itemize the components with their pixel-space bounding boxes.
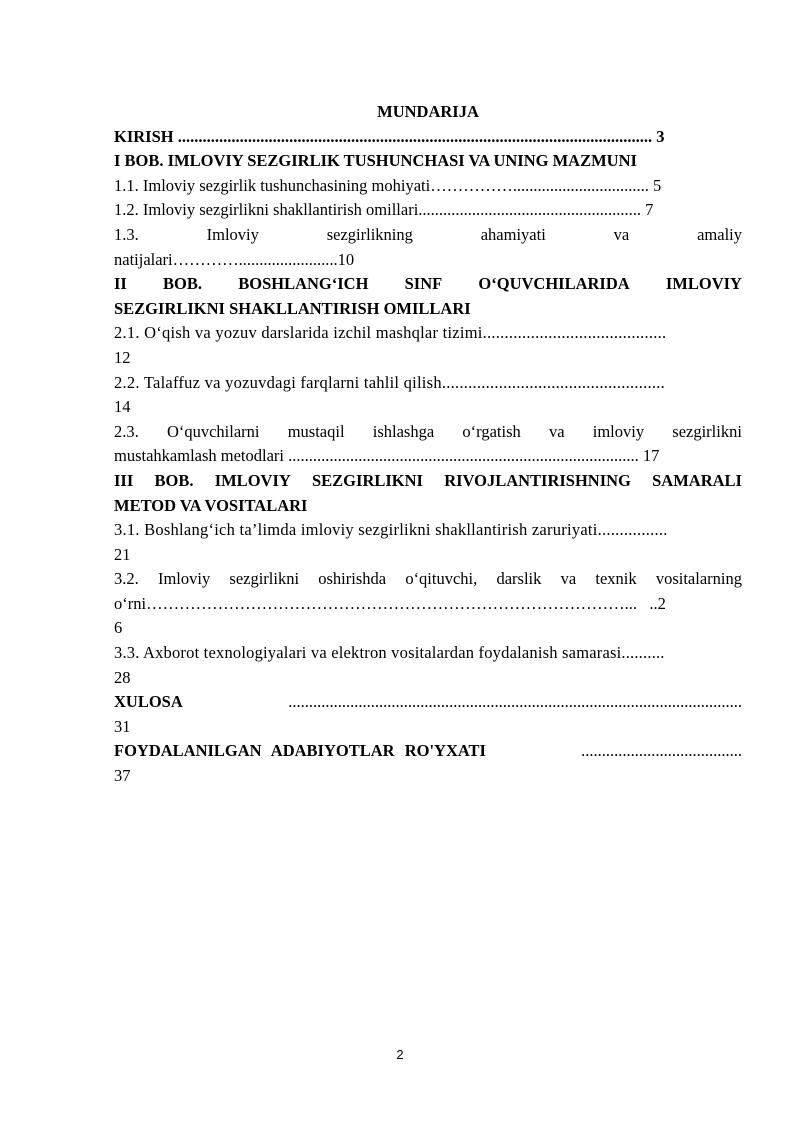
toc-word: O‘QUVCHILARIDA bbox=[478, 274, 630, 294]
toc-word: BOB. bbox=[163, 274, 203, 294]
toc-word: va bbox=[613, 224, 630, 244]
toc-entry-3-1-line1: 3.1. Boshlang‘ich ta’limda imloviy sezgirlikni shakllantirish zaruriyati................ bbox=[114, 520, 668, 540]
toc-word: SEZGIRLIKNI bbox=[312, 470, 423, 490]
toc-word: o‘rgatish bbox=[462, 421, 521, 441]
toc-word: sezgirlikni bbox=[672, 421, 742, 441]
toc-entry-references-line1 bbox=[114, 739, 742, 764]
toc-word: sezgirlikni bbox=[229, 569, 300, 589]
toc-word: III bbox=[114, 470, 134, 490]
toc-word: ishlashga bbox=[372, 421, 435, 441]
toc-word: mustaqil bbox=[287, 421, 345, 441]
toc-entry-3-1-line2: 21 bbox=[114, 544, 131, 564]
page-number: 2 bbox=[396, 1047, 404, 1062]
table-of-contents bbox=[114, 100, 742, 789]
toc-entry-3-2-line3: 6 bbox=[114, 618, 123, 638]
toc-entry-chapter-3-line2: METOD VA VOSITALARI bbox=[114, 495, 308, 515]
toc-word: va bbox=[548, 421, 565, 441]
toc-entry-3-2-line1 bbox=[114, 567, 742, 592]
toc-entry-xulosa-line2: 31 bbox=[114, 716, 131, 736]
toc-leader-dots: .............................................................................................................. bbox=[288, 692, 742, 712]
toc-word: imloviy bbox=[592, 421, 645, 441]
toc-heading-text: FOYDALANILGAN ADABIYOTLAR RO'YXATI bbox=[114, 741, 486, 761]
toc-entry-1-2: 1.2. Imloviy sezgirlikni shakllantirish omillari...................................................... 7 bbox=[114, 200, 654, 220]
toc-word: II bbox=[114, 274, 127, 294]
toc-entry-3-3-line2: 28 bbox=[114, 667, 131, 687]
toc-word: O‘quvchilarni bbox=[166, 421, 260, 441]
toc-entry-3-3-line1: 3.3. Axborot texnologiyalari va elektron vositalardan foydalanish samarasi.......... bbox=[114, 643, 665, 663]
toc-word: o‘qituvchi, bbox=[405, 569, 478, 589]
toc-entry-1-1: 1.1. Imloviy sezgirlik tushunchasining mohiyati……………................................. 5 bbox=[114, 175, 662, 195]
toc-entry-1-3-line2: natijalari…………........................10 bbox=[114, 249, 355, 269]
toc-word: SAMARALI bbox=[652, 470, 742, 490]
toc-word: amaliy bbox=[697, 224, 742, 244]
toc-word: darslik bbox=[496, 569, 542, 589]
toc-word: BOB. bbox=[154, 470, 194, 490]
toc-entry-2-1-line1: 2.1. O‘qish va yozuv darslarida izchil mashqlar tizimi.......................................... bbox=[114, 323, 667, 343]
toc-word: 3.2. bbox=[114, 569, 139, 589]
toc-title: MUNDARIJA bbox=[377, 102, 479, 121]
toc-leader-dots: ....................................... bbox=[581, 741, 742, 761]
toc-entry-3-2-line2: o‘rni……………………………………………………………………………... ..2 bbox=[114, 593, 666, 613]
toc-entry-kirish: KIRISH ................................................................................................................... 3 bbox=[114, 126, 665, 146]
toc-word: Imloviy bbox=[206, 224, 259, 244]
toc-entry-2-3-line2: mustahkamlash metodlari ..................................................................................... 17 bbox=[114, 446, 660, 466]
toc-word: sezgirlikning bbox=[326, 224, 413, 244]
toc-word: 1.3. bbox=[114, 224, 139, 244]
toc-word: IMLOVIY bbox=[214, 470, 291, 490]
toc-entry-chapter-2-line1 bbox=[114, 272, 742, 297]
toc-entry-2-2-line1: 2.2. Talaffuz va yozuvdagi farqlarni tahlil qilish................................................... bbox=[114, 372, 665, 392]
toc-entry-2-1-line2: 12 bbox=[114, 347, 131, 367]
toc-entry-chapter-3-line1 bbox=[114, 469, 742, 494]
toc-word: oshirishda bbox=[318, 569, 387, 589]
toc-word: texnik bbox=[595, 569, 637, 589]
toc-entry-chapter-2-line2: SEZGIRLIKNI SHAKLLANTIRISH OMILLARI bbox=[114, 298, 471, 318]
toc-entry-references-line2: 37 bbox=[114, 766, 131, 786]
toc-word: 2.3. bbox=[114, 421, 139, 441]
toc-word: va bbox=[560, 569, 577, 589]
toc-entry-2-3-line1 bbox=[114, 420, 742, 445]
toc-heading-text: XULOSA bbox=[114, 692, 183, 712]
toc-word: SINF bbox=[404, 274, 443, 294]
toc-entry-1-3-line1 bbox=[114, 223, 742, 248]
toc-entry-2-2-line2: 14 bbox=[114, 397, 131, 417]
toc-word: IMLOVIY bbox=[665, 274, 742, 294]
toc-word: Imloviy bbox=[157, 569, 211, 589]
toc-word: ahamiyati bbox=[480, 224, 546, 244]
toc-word: RIVOJLANTIRISHNING bbox=[444, 470, 631, 490]
toc-word: BOSHLANG‘ICH bbox=[238, 274, 369, 294]
toc-entry-chapter-1: I BOB. IMLOVIY SEZGIRLIK TUSHUNCHASI VA UNING MAZMUNI bbox=[114, 151, 637, 171]
toc-word: vositalarning bbox=[655, 569, 742, 589]
toc-entry-xulosa-line1 bbox=[114, 690, 742, 715]
